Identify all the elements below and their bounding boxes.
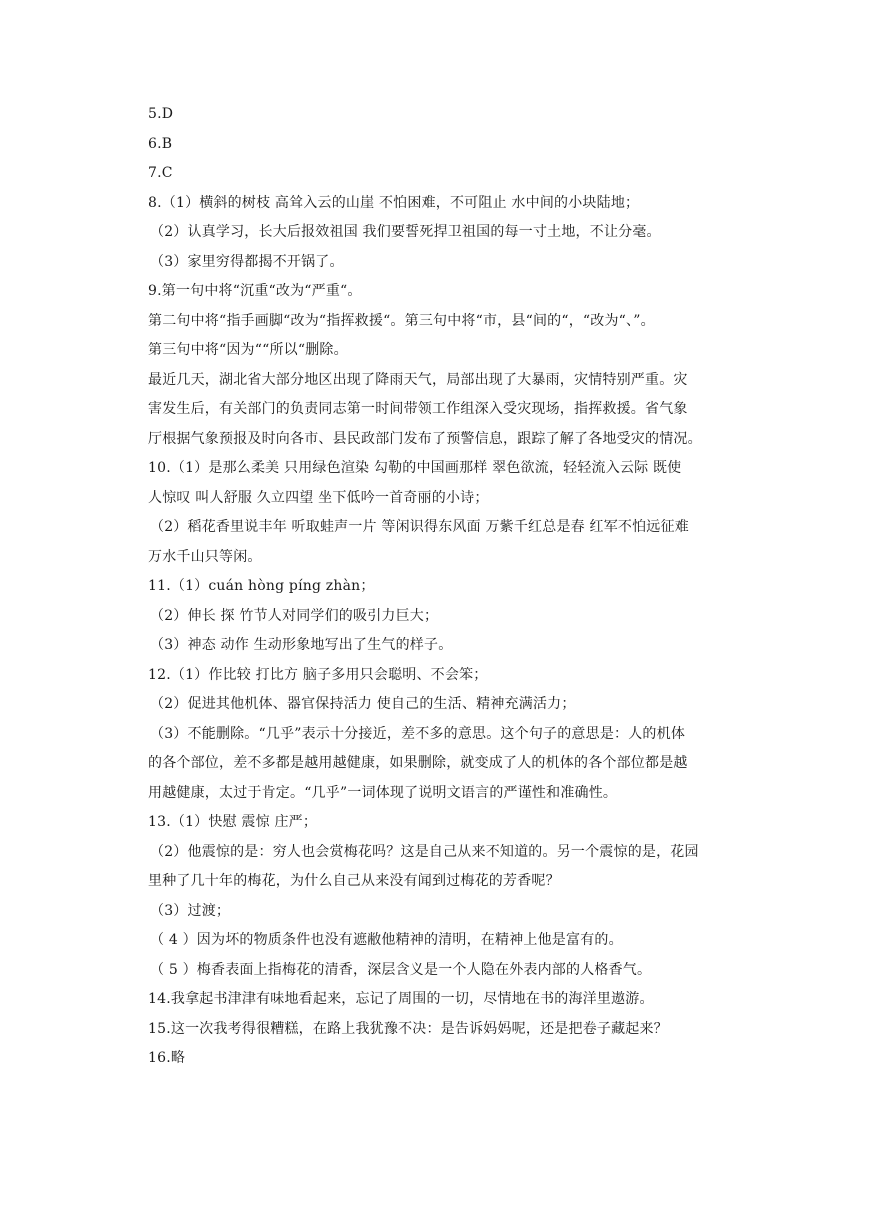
answer-line: （ 5 ）梅香表面上指梅花的清香，深层含义是一个人隐在外表内部的人格香气。 bbox=[150, 961, 652, 978]
answer-line: 6.B bbox=[148, 135, 173, 152]
answer-line: （2）促进其他机体、器官保持活力 使自己的生活、精神充满活力； bbox=[150, 696, 576, 712]
answer-line: （3）家里穷得都揭不开锅了。 bbox=[150, 253, 344, 270]
answer-line: 15.这一次我考得很糟糕，在路上我犹豫不决：是告诉妈妈呢，还是把卷子藏起来？ bbox=[148, 1020, 668, 1037]
answer-line: （ 4 ）因为坏的物质条件也没有遮敝他精神的清明，在精神上他是富有的。 bbox=[150, 932, 623, 948]
answer-line: 5.D bbox=[148, 106, 174, 122]
answer-line: 的各个部位，差不多都是越用越健康，如果删除，就变成了人的机体的各个部位都是越 bbox=[148, 755, 688, 771]
answer-line: 8.（1）横斜的树枝 高耸入云的山崖 不怕困难，不可阻止 水中间的小块陆地； bbox=[148, 194, 640, 211]
answer-line: （3）过渡； bbox=[150, 902, 231, 919]
answer-line: 12.（1）作比较 打比方 脑子多用只会聪明、不会笨； bbox=[148, 666, 488, 683]
answer-line: 7.C bbox=[148, 165, 173, 181]
answer-line: 14.我拿起书津津有味地看起来，忘记了周围的一切，尽情地在书的海洋里遨游。 bbox=[148, 991, 654, 1007]
answer-line: 用越健康，太过于肯定。“几乎”一词体现了说明文语言的严谨性和准确性。 bbox=[148, 784, 618, 801]
answer-line: 9.第一句中将“沉重“改为“严重“。 bbox=[148, 283, 362, 299]
answer-line: 第三句中将“因为““所以“删除。 bbox=[148, 342, 348, 358]
answer-line: 10.（1）是那么柔美 只用绿色渲染 勾勒的中国画那样 翠色欲流，轻轻流入云际 既使 bbox=[148, 460, 682, 476]
answer-line: （2）认真学习，长大后报效祖国 我们要誓死捍卫祖国的每一寸土地，不让分毫。 bbox=[150, 224, 661, 240]
answer-line: 万水千山只等闲。 bbox=[148, 548, 262, 565]
answer-line: 16.略 bbox=[148, 1050, 186, 1066]
answer-line: 里种了几十年的梅花，为什么自己从来没有闻到过梅花的芳香呢？ bbox=[148, 873, 560, 889]
answer-line: 害发生后，有关部门的负责同志第一时间带领工作组深入受灾现场，指挥救援。省气象 bbox=[148, 401, 688, 417]
answer-line: （2）稻花香里说丰年 听取蛙声一片 等闲识得东风面 万紫千红总是春 红军不怕远征难 bbox=[150, 519, 689, 535]
answer-line: （2）他震惊的是：穷人也会赏梅花吗？这是自己从来不知道的。另一个震惊的是，花园 bbox=[150, 843, 699, 860]
answer-line: （3）神态 动作 生动形象地写出了生气的样子。 bbox=[150, 637, 453, 653]
answer-line: 13.（1）快慰 震惊 庄严； bbox=[148, 814, 318, 830]
answer-line: （2）伸长 探 竹节人对同学们的吸引力巨大； bbox=[150, 607, 439, 624]
answer-line: 第二句中将“指手画脚“改为“指挥救援“。第三句中将“市，县“间的“，“改为“、”。 bbox=[148, 312, 655, 329]
answer-line: 最近几天，湖北省大部分地区出现了降雨天气，局部出现了大暴雨，灾情特别严重。灾 bbox=[148, 371, 688, 388]
answer-line: 人惊叹 叫人舒服 久立四望 坐下低吟一首奇丽的小诗； bbox=[148, 489, 489, 506]
answer-line: 厅根据气象预报及时向各市、县民政部门发布了预警信息，跟踪了解了各地受灾的情况。 bbox=[148, 430, 702, 447]
answer-line: 11.（1）cuán hòng píng zhàn； bbox=[148, 578, 375, 594]
answer-list bbox=[148, 100, 728, 1074]
answer-line: （3）不能删除。“几乎”表示十分接近，差不多的意思。这个句子的意思是：人的机体 bbox=[150, 725, 686, 742]
